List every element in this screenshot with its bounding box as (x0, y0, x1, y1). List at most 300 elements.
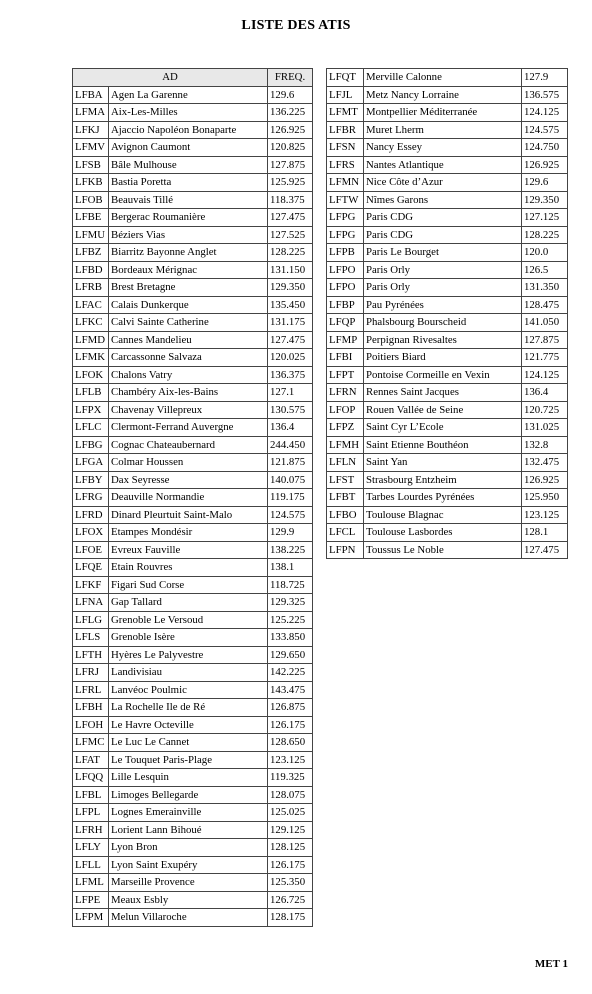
aerodrome-code: LFBA (73, 86, 109, 104)
aerodrome-code: LFBY (73, 471, 109, 489)
table-row (73, 909, 313, 927)
aerodrome-code: LFOE (73, 541, 109, 559)
aerodrome-code: LFMV (73, 139, 109, 157)
table-row (327, 209, 568, 227)
aerodrome-code: LFPO (327, 261, 364, 279)
aerodrome-name: Chambéry Aix-les-Bains (109, 384, 268, 402)
table-row (327, 471, 568, 489)
atis-frequency: 124.575 (268, 506, 313, 524)
aerodrome-code: LFBT (327, 489, 364, 507)
aerodrome-name: Bastia Poretta (109, 174, 268, 192)
aerodrome-code: LFTW (327, 191, 364, 209)
table-row (73, 366, 313, 384)
aerodrome-code: LFQP (327, 314, 364, 332)
atis-frequency: 136.375 (268, 366, 313, 384)
table-row (73, 629, 313, 647)
aerodrome-name: Nîmes Garons (364, 191, 522, 209)
aerodrome-code: LFGA (73, 454, 109, 472)
atis-frequency: 138.1 (268, 559, 313, 577)
table-row (73, 331, 313, 349)
aerodrome-code: LFMA (73, 104, 109, 122)
atis-frequency: 135.450 (268, 296, 313, 314)
table-row (327, 226, 568, 244)
table-row (327, 191, 568, 209)
aerodrome-name: Strasbourg Entzheim (364, 471, 522, 489)
aerodrome-name: Dinard Pleurtuit Saint-Malo (109, 506, 268, 524)
atis-frequency: 141.050 (522, 314, 568, 332)
atis-table-left (72, 68, 313, 927)
table-row (73, 856, 313, 874)
atis-frequency: 127.9 (522, 69, 568, 87)
aerodrome-code: LFBE (73, 209, 109, 227)
atis-frequency: 131.350 (522, 279, 568, 297)
aerodrome-name: Pau Pyrénées (364, 296, 522, 314)
aerodrome-code: LFLB (73, 384, 109, 402)
atis-frequency: 126.5 (522, 261, 568, 279)
aerodrome-code: LFRH (73, 821, 109, 839)
aerodrome-name: Marseille Provence (109, 874, 268, 892)
table-row (73, 611, 313, 629)
atis-frequency: 125.225 (268, 611, 313, 629)
aerodrome-code: LFCL (327, 524, 364, 542)
aerodrome-name: Melun Villaroche (109, 909, 268, 927)
atis-frequency: 138.225 (268, 541, 313, 559)
table-row (327, 279, 568, 297)
atis-frequency: 125.025 (268, 804, 313, 822)
aerodrome-name: Figari Sud Corse (109, 576, 268, 594)
aerodrome-code: LFAT (73, 751, 109, 769)
table-row (327, 454, 568, 472)
aerodrome-code: LFRN (327, 384, 364, 402)
atis-frequency: 119.325 (268, 769, 313, 787)
atis-frequency: 126.925 (522, 471, 568, 489)
atis-frequency: 119.175 (268, 489, 313, 507)
atis-frequency: 127.1 (268, 384, 313, 402)
atis-frequency: 127.875 (268, 156, 313, 174)
table-row (73, 646, 313, 664)
table-row (327, 524, 568, 542)
table-row (73, 384, 313, 402)
atis-frequency: 131.150 (268, 261, 313, 279)
atis-frequency: 129.9 (268, 524, 313, 542)
aerodrome-code: LFBD (73, 261, 109, 279)
table-row (327, 296, 568, 314)
aerodrome-name: Grenoble Isère (109, 629, 268, 647)
aerodrome-code: LFPG (327, 209, 364, 227)
table-row (73, 559, 313, 577)
table-row (73, 786, 313, 804)
atis-frequency: 244.450 (268, 436, 313, 454)
aerodrome-name: Rennes Saint Jacques (364, 384, 522, 402)
aerodrome-code: LFRG (73, 489, 109, 507)
aerodrome-name: Le Havre Octeville (109, 716, 268, 734)
atis-frequency: 121.775 (522, 349, 568, 367)
aerodrome-code: LFOK (73, 366, 109, 384)
page-title: LISTE DES ATIS (241, 18, 351, 33)
table-row (73, 279, 313, 297)
table-row (327, 436, 568, 454)
table-row (73, 751, 313, 769)
atis-frequency: 120.725 (522, 401, 568, 419)
aerodrome-code: LFMN (327, 174, 364, 192)
aerodrome-code: LFLN (327, 454, 364, 472)
aerodrome-code: LFMU (73, 226, 109, 244)
table-row (73, 891, 313, 909)
atis-frequency: 128.175 (268, 909, 313, 927)
aerodrome-name: Paris Orly (364, 279, 522, 297)
aerodrome-code: LFLS (73, 629, 109, 647)
table-row (327, 139, 568, 157)
aerodrome-code: LFPZ (327, 419, 364, 437)
atis-frequency: 136.4 (522, 384, 568, 402)
atis-frequency: 124.125 (522, 366, 568, 384)
aerodrome-name: Biarritz Bayonne Anglet (109, 244, 268, 262)
aerodrome-code: LFML (73, 874, 109, 892)
table-body-right (327, 69, 568, 559)
atis-frequency: 124.575 (522, 121, 568, 139)
table-row (73, 209, 313, 227)
aerodrome-name: Toulouse Lasbordes (364, 524, 522, 542)
aerodrome-code: LFAC (73, 296, 109, 314)
aerodrome-code: LFBL (73, 786, 109, 804)
table-row (327, 156, 568, 174)
table-row (327, 104, 568, 122)
aerodrome-name: Saint Cyr L’Ecole (364, 419, 522, 437)
aerodrome-name: Hyères Le Palyvestre (109, 646, 268, 664)
aerodrome-name: Poitiers Biard (364, 349, 522, 367)
atis-frequency: 128.125 (268, 839, 313, 857)
table-row (327, 366, 568, 384)
table-row (327, 541, 568, 559)
atis-frequency: 126.925 (522, 156, 568, 174)
atis-frequency: 125.925 (268, 174, 313, 192)
table-row (73, 664, 313, 682)
aerodrome-code: LFNA (73, 594, 109, 612)
aerodrome-code: LFLC (73, 419, 109, 437)
atis-frequency: 136.575 (522, 86, 568, 104)
aerodrome-code: LFPE (73, 891, 109, 909)
atis-frequency: 129.650 (268, 646, 313, 664)
aerodrome-code: LFJL (327, 86, 364, 104)
aerodrome-name: Brest Bretagne (109, 279, 268, 297)
atis-frequency: 128.225 (522, 226, 568, 244)
table-row (327, 401, 568, 419)
atis-frequency: 143.475 (268, 681, 313, 699)
atis-frequency: 124.125 (522, 104, 568, 122)
aerodrome-name: Lognes Emerainville (109, 804, 268, 822)
aerodrome-code: LFKJ (73, 121, 109, 139)
aerodrome-name: Paris CDG (364, 226, 522, 244)
atis-frequency: 128.075 (268, 786, 313, 804)
atis-frequency: 120.825 (268, 139, 313, 157)
aerodrome-name: Muret Lherm (364, 121, 522, 139)
aerodrome-code: LFPL (73, 804, 109, 822)
table-row (327, 419, 568, 437)
aerodrome-name: Cognac Chateaubernard (109, 436, 268, 454)
aerodrome-name: Chalons Vatry (109, 366, 268, 384)
atis-frequency: 124.750 (522, 139, 568, 157)
table-row (73, 86, 313, 104)
atis-frequency: 118.725 (268, 576, 313, 594)
aerodrome-code: LFLY (73, 839, 109, 857)
table-row (73, 524, 313, 542)
table-row (73, 874, 313, 892)
aerodrome-name: Bergerac Roumanière (109, 209, 268, 227)
table-row (73, 174, 313, 192)
aerodrome-name: Lyon Saint Exupéry (109, 856, 268, 874)
aerodrome-name: Cannes Mandelieu (109, 331, 268, 349)
atis-frequency: 128.475 (522, 296, 568, 314)
aerodrome-code: LFMC (73, 734, 109, 752)
table-row (73, 156, 313, 174)
table-row (327, 331, 568, 349)
aerodrome-name: Ajaccio Napoléon Bonaparte (109, 121, 268, 139)
atis-frequency: 130.575 (268, 401, 313, 419)
table-row (327, 244, 568, 262)
atis-frequency: 125.350 (268, 874, 313, 892)
aerodrome-code: LFMK (73, 349, 109, 367)
aerodrome-name: Pontoise Cormeille en Vexin (364, 366, 522, 384)
aerodrome-code: LFSB (73, 156, 109, 174)
aerodrome-name: Limoges Bellegarde (109, 786, 268, 804)
aerodrome-code: LFMD (73, 331, 109, 349)
atis-frequency: 128.650 (268, 734, 313, 752)
atis-frequency: 131.175 (268, 314, 313, 332)
aerodrome-code: LFPO (327, 279, 364, 297)
aerodrome-code: LFRS (327, 156, 364, 174)
aerodrome-name: Lyon Bron (109, 839, 268, 857)
atis-frequency: 127.525 (268, 226, 313, 244)
aerodrome-name: Phalsbourg Bourscheid (364, 314, 522, 332)
aerodrome-name: Toulouse Blagnac (364, 506, 522, 524)
aerodrome-code: LFRJ (73, 664, 109, 682)
aerodrome-code: LFMH (327, 436, 364, 454)
atis-frequency: 129.325 (268, 594, 313, 612)
table-row (73, 506, 313, 524)
table-row (73, 454, 313, 472)
atis-frequency: 118.375 (268, 191, 313, 209)
aerodrome-code: LFPT (327, 366, 364, 384)
aerodrome-code: LFLG (73, 611, 109, 629)
table-row (73, 121, 313, 139)
aerodrome-code: LFMT (327, 104, 364, 122)
aerodrome-name: Aix-Les-Milles (109, 104, 268, 122)
atis-frequency: 142.225 (268, 664, 313, 682)
aerodrome-code: LFQE (73, 559, 109, 577)
aerodrome-name: Calvi Sainte Catherine (109, 314, 268, 332)
table-row (73, 244, 313, 262)
table-row (73, 314, 313, 332)
aerodrome-code: LFKB (73, 174, 109, 192)
aerodrome-name: Bâle Mulhouse (109, 156, 268, 174)
aerodrome-code: LFKC (73, 314, 109, 332)
aerodrome-code: LFBZ (73, 244, 109, 262)
aerodrome-name: Landivisiau (109, 664, 268, 682)
aerodrome-code: LFOH (73, 716, 109, 734)
table-row (73, 471, 313, 489)
table-row (73, 419, 313, 437)
atis-frequency: 129.125 (268, 821, 313, 839)
aerodrome-name: Dax Seyresse (109, 471, 268, 489)
aerodrome-name: Tarbes Lourdes Pyrénées (364, 489, 522, 507)
atis-frequency: 133.850 (268, 629, 313, 647)
table-row (73, 699, 313, 717)
table-row (73, 769, 313, 787)
aerodrome-name: Avignon Caumont (109, 139, 268, 157)
aerodrome-code: LFST (327, 471, 364, 489)
aerodrome-name: Paris CDG (364, 209, 522, 227)
table-row (73, 261, 313, 279)
table-header-row (73, 69, 313, 87)
table-row (73, 139, 313, 157)
aerodrome-code: LFPX (73, 401, 109, 419)
aerodrome-code: LFTH (73, 646, 109, 664)
table-row (327, 261, 568, 279)
table-row (327, 384, 568, 402)
aerodrome-code: LFBR (327, 121, 364, 139)
aerodrome-code: LFBG (73, 436, 109, 454)
atis-frequency: 127.875 (522, 331, 568, 349)
table-row (73, 104, 313, 122)
aerodrome-name: Le Luc Le Cannet (109, 734, 268, 752)
aerodrome-name: La Rochelle Ile de Ré (109, 699, 268, 717)
atis-frequency: 127.475 (268, 209, 313, 227)
aerodrome-name: Paris Orly (364, 261, 522, 279)
aerodrome-name: Lorient Lann Bihoué (109, 821, 268, 839)
aerodrome-name: Perpignan Rivesaltes (364, 331, 522, 349)
atis-frequency: 128.225 (268, 244, 313, 262)
table-row (73, 296, 313, 314)
aerodrome-name: Le Touquet Paris-Plage (109, 751, 268, 769)
table-row (73, 226, 313, 244)
atis-frequency: 125.950 (522, 489, 568, 507)
aerodrome-name: Etain Rouvres (109, 559, 268, 577)
atis-frequency: 129.6 (268, 86, 313, 104)
atis-frequency: 127.475 (522, 541, 568, 559)
atis-frequency: 129.6 (522, 174, 568, 192)
aerodrome-name: Beauvais Tillé (109, 191, 268, 209)
aerodrome-code: LFRL (73, 681, 109, 699)
table-row (327, 121, 568, 139)
aerodrome-name: Meaux Esbly (109, 891, 268, 909)
aerodrome-code: LFQT (327, 69, 364, 87)
aerodrome-name: Montpellier Méditerranée (364, 104, 522, 122)
aerodrome-code: LFBH (73, 699, 109, 717)
table-row (327, 506, 568, 524)
aerodrome-name: Gap Tallard (109, 594, 268, 612)
page-reference: MET 1 (534, 958, 568, 970)
atis-frequency: 140.075 (268, 471, 313, 489)
atis-frequency: 126.875 (268, 699, 313, 717)
table-row (73, 349, 313, 367)
aerodrome-code: LFLL (73, 856, 109, 874)
atis-frequency: 123.125 (268, 751, 313, 769)
aerodrome-name: Agen La Garenne (109, 86, 268, 104)
aerodrome-code: LFPB (327, 244, 364, 262)
table-row (73, 541, 313, 559)
atis-frequency: 127.125 (522, 209, 568, 227)
table-row (73, 804, 313, 822)
atis-frequency: 129.350 (268, 279, 313, 297)
atis-frequency: 121.875 (268, 454, 313, 472)
aerodrome-name: Colmar Houssen (109, 454, 268, 472)
atis-frequency: 132.8 (522, 436, 568, 454)
aerodrome-name: Béziers Vias (109, 226, 268, 244)
aerodrome-name: Calais Dunkerque (109, 296, 268, 314)
aerodrome-code: LFKF (73, 576, 109, 594)
header-ad: AD (73, 69, 268, 87)
aerodrome-code: LFSN (327, 139, 364, 157)
atis-frequency: 136.225 (268, 104, 313, 122)
aerodrome-name: Evreux Fauville (109, 541, 268, 559)
aerodrome-code: LFOB (73, 191, 109, 209)
atis-frequency: 127.475 (268, 331, 313, 349)
table-row (327, 86, 568, 104)
table-row (73, 576, 313, 594)
atis-frequency: 126.175 (268, 716, 313, 734)
atis-frequency: 120.025 (268, 349, 313, 367)
atis-frequency: 132.475 (522, 454, 568, 472)
table-row (73, 821, 313, 839)
aerodrome-code: LFOX (73, 524, 109, 542)
table-row (327, 69, 568, 87)
aerodrome-name: Grenoble Le Versoud (109, 611, 268, 629)
table-row (73, 839, 313, 857)
aerodrome-code: LFBI (327, 349, 364, 367)
atis-frequency: 129.350 (522, 191, 568, 209)
header-freq: FREQ. (268, 69, 313, 87)
atis-frequency: 126.925 (268, 121, 313, 139)
aerodrome-code: LFBO (327, 506, 364, 524)
atis-table-right (326, 68, 568, 559)
aerodrome-code: LFMP (327, 331, 364, 349)
table-row (73, 436, 313, 454)
aerodrome-code: LFPN (327, 541, 364, 559)
aerodrome-code: LFBP (327, 296, 364, 314)
aerodrome-name: Lanvéoc Poulmic (109, 681, 268, 699)
table-row (73, 489, 313, 507)
atis-frequency: 120.0 (522, 244, 568, 262)
aerodrome-name: Merville Calonne (364, 69, 522, 87)
aerodrome-name: Saint Yan (364, 454, 522, 472)
atis-frequency: 131.025 (522, 419, 568, 437)
table-body-left (73, 86, 313, 926)
aerodrome-name: Bordeaux Mérignac (109, 261, 268, 279)
aerodrome-name: Toussus Le Noble (364, 541, 522, 559)
table-row (327, 489, 568, 507)
aerodrome-name: Deauville Normandie (109, 489, 268, 507)
table-row (73, 191, 313, 209)
aerodrome-name: Nantes Atlantique (364, 156, 522, 174)
table-row (73, 716, 313, 734)
aerodrome-name: Etampes Mondésir (109, 524, 268, 542)
aerodrome-name: Carcassonne Salvaza (109, 349, 268, 367)
aerodrome-code: LFRD (73, 506, 109, 524)
aerodrome-name: Saint Etienne Bouthéon (364, 436, 522, 454)
atis-frequency: 126.175 (268, 856, 313, 874)
table-row (73, 594, 313, 612)
atis-frequency: 136.4 (268, 419, 313, 437)
aerodrome-code: LFOP (327, 401, 364, 419)
atis-frequency: 126.725 (268, 891, 313, 909)
table-row (327, 174, 568, 192)
atis-frequency: 128.1 (522, 524, 568, 542)
aerodrome-name: Clermont-Ferrand Auvergne (109, 419, 268, 437)
aerodrome-code: LFQQ (73, 769, 109, 787)
aerodrome-code: LFRB (73, 279, 109, 297)
table-row (73, 401, 313, 419)
table-row (327, 349, 568, 367)
